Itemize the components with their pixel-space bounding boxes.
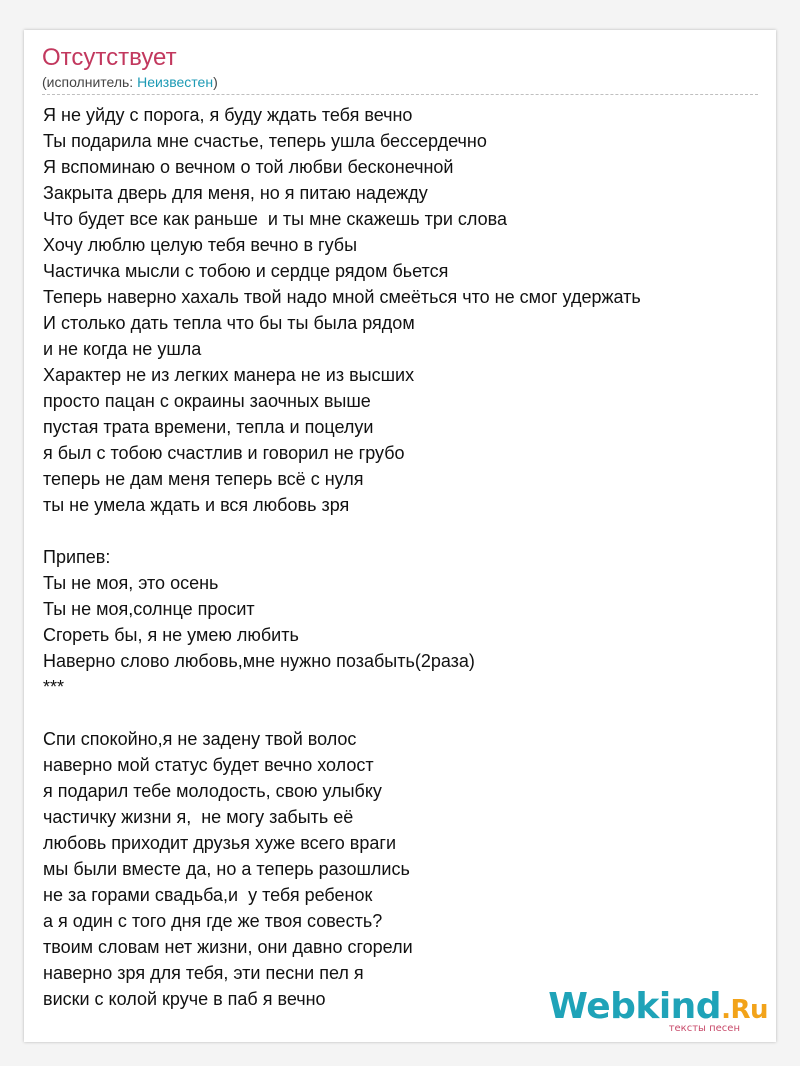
lyric-line: любовь приходит друзья хуже всего враги: [43, 833, 396, 853]
logo-main-text: Webkind: [548, 986, 722, 1027]
lyric-line: не за горами свадьба,и у тебя ребенок: [43, 885, 373, 905]
title-divider: [42, 94, 758, 95]
lyric-line: виски с колой круче в паб я вечно: [43, 989, 326, 1009]
lyric-line: частичку жизни я, не могу забыть её: [43, 807, 354, 827]
artist-link[interactable]: Неизвестен: [137, 74, 214, 90]
lyric-line: твоим словам нет жизни, они давно сгорели: [43, 937, 413, 957]
lyric-line: Ты не моя,солнце просит: [43, 599, 255, 619]
lyric-line: наверно зря для тебя, эти песни пел я: [43, 963, 364, 983]
lyric-line: теперь не дам меня теперь всё с нуля: [43, 469, 364, 489]
lyric-line: ***: [43, 677, 65, 697]
lyric-line: [43, 518, 763, 544]
lyric-line: я был с тобою счастлив и говорил не грубо: [43, 443, 405, 463]
lyric-line: Теперь наверно хахаль твой надо мной смеёться что не смог удержать: [43, 287, 641, 307]
lyric-line: Припев:: [43, 547, 111, 567]
logo-subtitle: тексты песен: [668, 1023, 740, 1034]
lyric-line: Я не уйду с порога, я буду ждать тебя вечно: [43, 105, 413, 125]
lyric-line: мы были вместе да, но а теперь разошлись: [43, 859, 410, 879]
lyric-line: Наверно слово любовь,мне нужно позабыть(2раза): [43, 651, 475, 671]
lyric-line: И столько дать тепла что бы ты была рядом: [43, 313, 415, 333]
lyric-line: я подарил тебе молодость, свою улыбку: [43, 781, 382, 801]
lyrics-card: [24, 30, 776, 1042]
lyric-line: и не когда не ушла: [43, 339, 202, 359]
lyric-line: пустая трата времени, тепла и поцелуи: [43, 417, 374, 437]
artist-prefix: (исполнитель:: [42, 74, 138, 90]
lyric-line: Спи спокойно,я не задену твой волос: [43, 729, 357, 749]
lyric-line: Ты подарила мне счастье, теперь ушла бессердечно: [43, 131, 487, 151]
lyric-line: Что будет все как раньше и ты мне скажешь три слова: [43, 209, 507, 229]
lyric-line: ты не умела ждать и вся любовь зря: [43, 495, 350, 515]
lyrics-body: [43, 102, 763, 1012]
lyric-line: Характер не из легких манера не из высших: [43, 365, 415, 385]
artist-line: [42, 74, 218, 90]
logo-tld: .Ru: [721, 995, 768, 1025]
lyric-line: Ты не моя, это осень: [43, 573, 219, 593]
lyric-line: Закрыта дверь для меня, но я питаю надежду: [43, 183, 428, 203]
lyric-line: Сгореть бы, я не умею любить: [43, 625, 299, 645]
song-title: Отсутствует: [42, 44, 177, 71]
artist-suffix: ): [213, 74, 218, 90]
lyric-line: Я вспоминаю о вечном о той любви бесконечной: [43, 157, 454, 177]
lyric-line: а я один с того дня где же твоя совесть?: [43, 911, 383, 931]
lyric-line: Частичка мысли с тобою и сердце рядом бьется: [43, 261, 449, 281]
lyric-line: Хочу люблю целую тебя вечно в губы: [43, 235, 358, 255]
site-logo[interactable]: [548, 988, 768, 1034]
lyric-line: просто пацан с окраины заочных выше: [43, 391, 371, 411]
lyric-line: наверно мой статус будет вечно холост: [43, 755, 374, 775]
lyric-line: [43, 700, 763, 726]
